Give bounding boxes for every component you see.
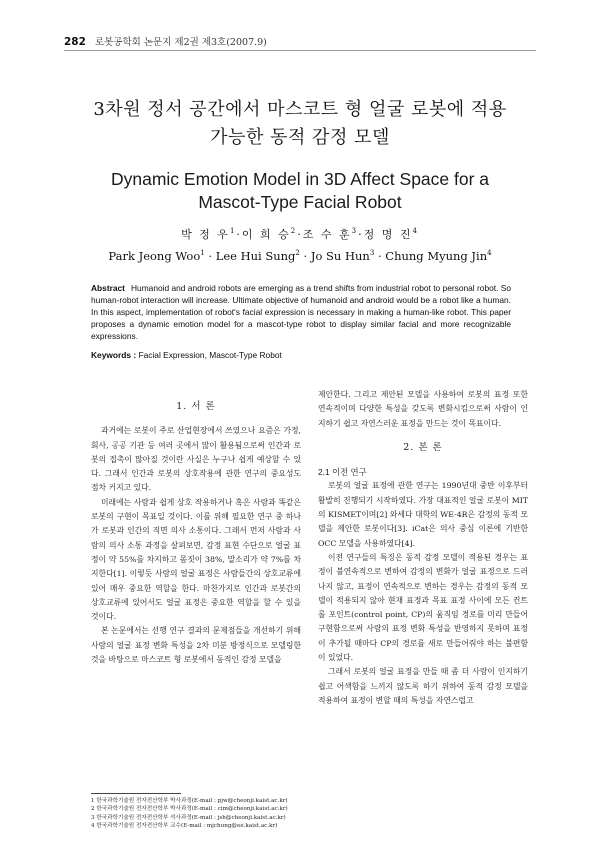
running-header [64, 34, 534, 48]
author-mark: 4 [487, 249, 492, 257]
author-english-2: Lee Hui Sung [215, 249, 296, 263]
author-korean-3: 조 수 훈 [302, 228, 352, 241]
author-mark: 2 [295, 249, 300, 257]
paragraph: 로봇의 얼굴 표정에 관한 연구는 1990년대 중반 이후부터 활발히 진행되기 시작하였다. 가장 대표적인 얼굴 로봇이 MIT의 KISMET이며[2] 와세다 대학의 WE-4R은 감정의 동적 모델을 제안한 로봇이다[3]. iCat은 의사 중심 이론에 기반한 OCC 모델을 사용하였다[4]. [318, 481, 528, 548]
section-title-body: 2. 본 론 [403, 441, 443, 453]
paragraph-continued: 제안한다. 그리고 제안된 모델을 사용하여 로봇의 표정 또한 연속적이며 다양한 특성을 갖도록 변화시킴으로써 사람이 인지하기 쉽고 자연스러운 표정을 만드는 것이 목표이다. [318, 390, 528, 428]
authors-korean: 박 정 우$^1$·이 희 승$^2$·조 수 훈$^3$·정 명 진$^4$ [181, 227, 419, 241]
paragraph: 이전 연구들의 특징은 동적 감정 모델이 적용된 경우는 표정이 불연속적으로 변하여 감정의 변화가 얼굴 표정으로 드러나지 않고, 표정이 연속적으로 변하는 경우는 감정의 동적 모델이 적용되지 않아 현재 표정과 목표 표정 사이에 모든 컨트롤 포인트(control point, CP)의 움직임 경로를 미리 만들어 구현함으로써 사람의 표정 변화 특성을 반영하지 못하며 표정이 추가될 때마다 CP의 경로를 새로 만들어줘야 하는 불편함이 있었다. [318, 552, 528, 663]
title-korean [50, 96, 550, 152]
paragraph: 미래에는 사람과 쉽게 상호 작용하거나 혹은 사람과 똑같은 로봇의 구현이 목표일 것이다. 이를 위해 필요한 연구 중 하나가 로봇과 인간의 직면 의사 소통이다. 그래서 먼저 사람과 사람의 의사 소통 과정을 살펴보면, 감정 표현 수단으로 얼굴 표정이 약 55%를 차지하고 몸짓이 38%, 말소리가 약 7%를 차지한다[1]. 이렇듯 사람의 얼굴 표정은 사람들간의 상호교류에 있어 매우 중요한 역할을 한다. 마찬가지로 인간과 로봇간의 상호교류에 있어서도 얼굴 표정은 중요한 역할을 할 수 있을 것이다. [91, 497, 301, 622]
author-english-4: Chung Myung Jin [385, 249, 488, 263]
paragraph: 그래서 로봇의 얼굴 표정을 만들 때 좀 더 사람이 인지하기 쉽고 어색함을 느끼지 않도록 하기 위하여 동적 감정 모델을 적용하여 표정이 변할 때의 특성을 자연스럽고 [318, 667, 528, 705]
author-english-3: Jo Su Hun [310, 249, 370, 263]
author-korean-1: 박 정 우 [181, 228, 230, 241]
title-english-line-2: Mascot-Type Facial Robot [198, 192, 402, 212]
keywords-text: Facial Expression, Mascot-Type Robot [138, 350, 282, 360]
title-korean-line-1: 3차원 정서 공간에서 마스코트 형 얼굴 로봇에 적용 [93, 99, 507, 120]
author-mark: 3 [369, 249, 375, 257]
author-korean-2: 이 희 승 [241, 228, 291, 241]
footnotes [91, 797, 306, 831]
header-rule [64, 50, 536, 51]
footnote: 2 한국과학기술원 전자전산학부 박사과정(E-mail : cim@cheonji.kaist.ac.kr) [91, 806, 288, 813]
authors-english: Park Jeong Woo$^1$ · Lee Hui Sung$^2$ · Jo Su Hun$^3$ · Chung Myung Jin$^4$ [108, 249, 492, 263]
author-mark: 1 [229, 227, 237, 235]
paragraph: 과거에는 로봇이 주로 산업현장에서 쓰였으나 요즘은 가정, 회사, 공공 기관 등 여러 곳에서 많이 활용됨으로써 인간과 로봇의 접촉이 많아질 것이란 사실은 누구나 쉽게 예상할 수 있다. 그래서 인간과 로봇의 상호작용에 관한 연구의 중요성도 점차 커지고 있다. [91, 426, 301, 493]
author-mark: 4 [412, 227, 419, 235]
keywords-label: Keywords : [91, 350, 137, 360]
footnote: 1 한국과학기술원 전자전산학부 박사과정(E-mail : pjw@cheonji.kaist.ac.kr) [91, 798, 288, 804]
author-mark: 1 [200, 249, 205, 257]
left-column [91, 400, 301, 667]
footnote: 4 한국과학기술원 전자전산학부 교수(E-mail : mjchung@ee.kaist.ac.kr) [91, 823, 278, 830]
journal-name: 로봇공학회 논문지 제2권 제3호(2007.9) [94, 37, 267, 48]
title-english-line-1: Dynamic Emotion Model in 3D Affect Space for a [110, 169, 490, 189]
right-column [318, 388, 528, 708]
author-mark: 3 [351, 227, 359, 235]
paragraph: 본 논문에서는 선행 연구 결과의 문제점들을 개선하기 위해 사람의 얼굴 표정 변화 특성을 2차 미분 방정식으로 모델링한 것을 바탕으로 마스코트 형 로봇에서 동적인 감정 모델을 [91, 626, 301, 665]
footnote: 3 한국과학기술원 전자전산학부 석사과정(E-mail : jsh@cheonji.kaist.ac.kr) [91, 814, 286, 821]
section-title-introduction: 1. 서 론 [176, 401, 216, 412]
page-number: 282 [64, 36, 86, 48]
title-korean-line-2: 가능한 동적 감정 모델 [210, 127, 390, 148]
abstract-text: Humanoid and android robots are emerging as a trend shifts from industrial robot to personal robot. So human-robot interaction will increase. Ultimate objective of humanoid and android would be a robot like a human. In this aspect, implementation of robot's facial expression is necessary in making a human-like robot. This paper proposes a dynamic emotion model for a mascot-type robot to display similar facial and more recognizable expressions. [91, 283, 511, 341]
abstract [91, 283, 511, 343]
title-english [50, 168, 550, 214]
footnote-rule [91, 793, 181, 794]
author-korean-4: 정 명 진 [363, 228, 413, 241]
keywords [91, 350, 511, 360]
subsection-title-previous-work: 2.1 이전 연구 [318, 467, 367, 478]
abstract-label: Abstract [91, 283, 125, 293]
author-mark: 2 [290, 227, 298, 235]
author-english-1: Park Jeong Woo [108, 249, 201, 263]
